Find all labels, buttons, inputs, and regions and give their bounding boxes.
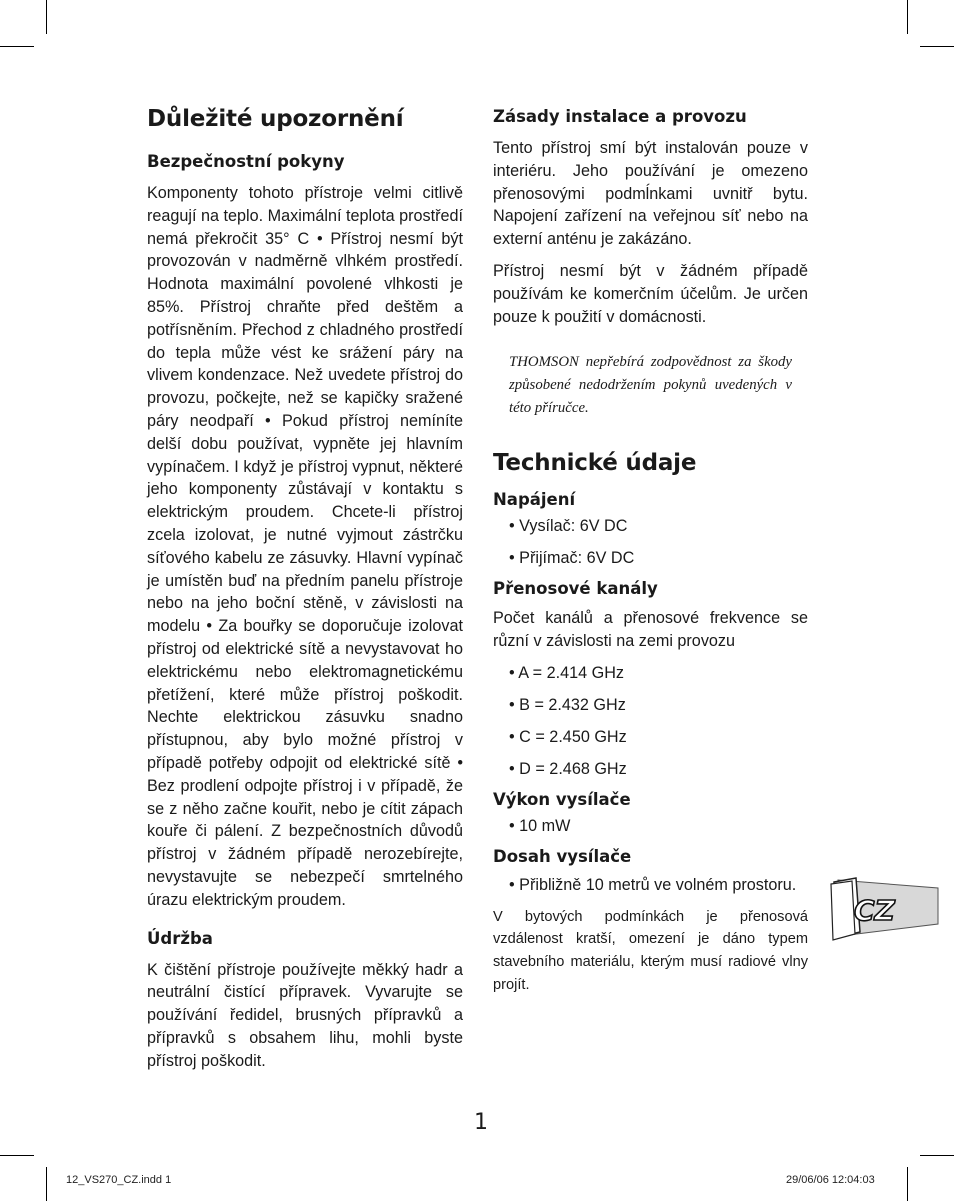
install-heading: Zásady instalace a provozu xyxy=(493,107,747,126)
channels-intro: Počet kanálů a přenosové frekvence se různí v závislosti na zemi provozu xyxy=(493,609,808,651)
channels-heading: Přenosové kanály xyxy=(493,579,658,599)
crop-mark xyxy=(920,1155,954,1156)
right-column xyxy=(493,100,808,996)
list-item-text: Přibližně 10 metrů ve volném prostoru. xyxy=(519,875,797,894)
crop-mark xyxy=(46,0,47,34)
left-column xyxy=(147,100,463,1072)
crop-mark xyxy=(46,1167,47,1201)
list-item-text: Vysílač: 6V DC xyxy=(519,517,628,536)
crop-mark xyxy=(0,46,34,47)
bullet-icon: • xyxy=(509,727,515,746)
install-text-1: Tento přístroj smí být instalován pouze v interiéru. Jeho používání je omezeno přenosovými podmĺnkami uvnitř bytu. Napojení zařízení na veřejnou síť nebo na externí anténu je zakázáno. xyxy=(493,139,808,249)
bullet-icon: • xyxy=(509,695,515,714)
install-text-2: Přístroj nesmí být v žádném případě používám ke komerčním účelům. Je určen pouze k použití v domácnosti. xyxy=(493,261,808,326)
crop-mark xyxy=(907,0,908,34)
page-number: 1 xyxy=(474,1110,488,1135)
list-item xyxy=(493,515,808,538)
list-item-text: 10 mW xyxy=(519,816,571,835)
safety-heading: Bezpečnostní pokyny xyxy=(147,152,345,171)
output-list xyxy=(493,815,808,838)
language-tab xyxy=(830,868,940,943)
output-heading: Výkon vysílače xyxy=(493,789,631,809)
list-item xyxy=(493,547,808,570)
crop-mark xyxy=(907,1167,908,1201)
list-item xyxy=(493,758,808,781)
list-item xyxy=(493,694,808,717)
bullet-icon: • xyxy=(509,816,515,835)
list-item xyxy=(493,662,808,685)
list-item-text: Přijímač: 6V DC xyxy=(519,549,635,568)
bullet-icon: • xyxy=(509,663,515,682)
list-item xyxy=(493,815,808,838)
bullet-icon: • xyxy=(509,549,515,568)
channels-list xyxy=(493,662,808,781)
maintenance-text: K čištění přístroje používejte měkký hadr a neutrální čistící přípravek. Vyvarujte se používání ředidel, brusných přípravků a přípravků s obsahem lihu, mohli byste přístroj poškodit. xyxy=(147,960,463,1070)
crop-mark xyxy=(920,46,954,47)
list-item xyxy=(493,726,808,749)
bullet-icon: • xyxy=(509,875,515,894)
list-item-text: B = 2.432 GHz xyxy=(519,695,626,714)
range-list xyxy=(493,874,808,897)
tech-title: Technické údaje xyxy=(493,450,697,477)
safety-text: Komponenty tohoto přístroje velmi citlivě reagují na teplo. Maximální teplota prostředí nemá překročit 35° C • Přístroj nesmí být provozován v nadměrně vlhkém prostředí. Hodnota maximální povolené vlhkosti je 85%. Přístroj chraňte před deštěm a potřísněním. Přechod z chladného prostředí do tepla může vést ke srážení páry na vlivem kondenzace. Než uvedete přístroj do provozu, počkejte, než se kapičky sražené páry neodpaří • Pokud přístroj nemíníte delší dobu používat, vypněte jej hlavním vypínačem. I když je přístroj vypnut, některé jeho komponenty zůstávají v kontaktu s elektrickým proudem. Chcete-li přístroj zcela izolovat, je nutné vyjmout zástrčku síťového kabelu ze zásuvky. Hlavní vypínač je umístěn buď na předním panelu přístroje nebo na jeho boční stěně, v závislosti na modelu • Za bouřky se doporučuje izolovat přístroj od elektrické sítě a nevystavovat ho elektrickému nebo elektromagnetickému přetížení, které může přístroj poškodit. Nechte elektrickou zásuvku snadno přístupnou, aby bylo možné přístroj v případě potřeby odpojit od elektrické sítě • Bez prodlení odpojte přístroj i v případě, že se z něho začne kouřit, nebo je cítit zápach kouře či pálení. Z bezpečnostních důvodů přístroj v žádném případě nerozebírejte, nevystavujte se nebezpečí smrtelného úrazu elektrickým proudem. xyxy=(147,184,463,909)
bullet-icon: • xyxy=(509,759,515,778)
slug-filename: 12_VS270_CZ.indd 1 xyxy=(66,1174,172,1186)
crop-mark xyxy=(0,1155,34,1156)
liability-note: THOMSON nepřebírá zodpovědnost za škody způsobené nedodržením pokynů uvedených v této příručce. xyxy=(509,354,792,417)
list-item-text: C = 2.450 GHz xyxy=(519,727,627,746)
bullet-icon: • xyxy=(509,517,515,536)
slug-timestamp: 29/06/06 12:04:03 xyxy=(786,1174,875,1186)
power-heading: Napájení xyxy=(493,490,576,510)
list-item-text: D = 2.468 GHz xyxy=(519,759,627,778)
range-text: V bytových podmínkách je přenosová vzdálenost kratší, omezení je dáno typem stavebního materiálu, kterým musí radiové vlny projít. xyxy=(493,908,808,993)
range-heading: Dosah vysílače xyxy=(493,846,632,866)
list-item-text: A = 2.414 GHz xyxy=(518,663,625,682)
power-list xyxy=(493,515,808,570)
page-title: Důležité upozornění xyxy=(147,106,404,132)
list-item xyxy=(493,874,808,897)
language-tab-label: CZ xyxy=(854,894,895,927)
maintenance-heading: Údržba xyxy=(147,928,213,948)
